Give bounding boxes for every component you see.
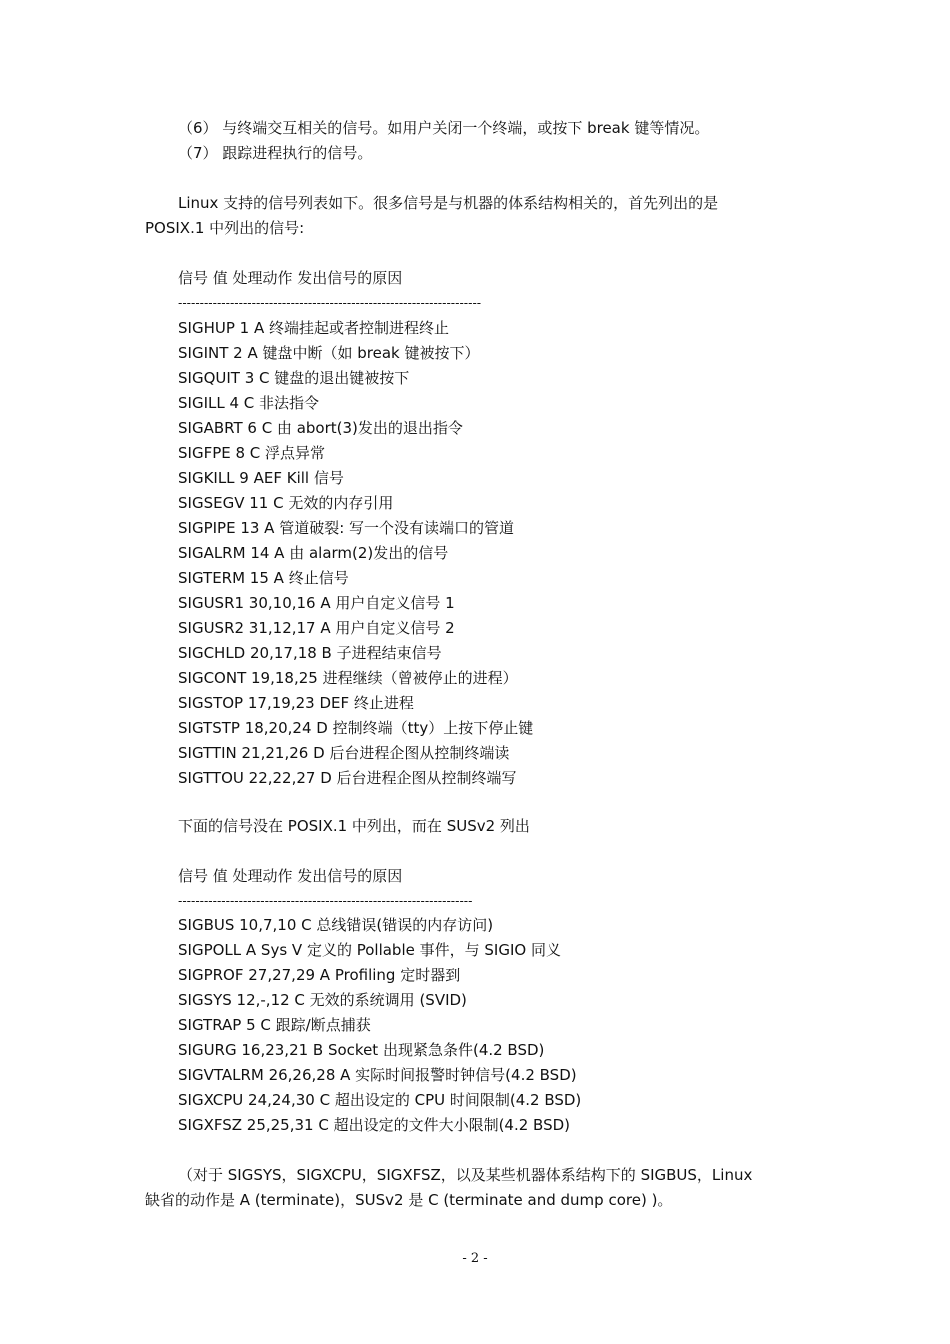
signal-row: SIGURG 16,23,21 B Socket 出现紧急条件(4.2 BSD) [178,1041,545,1059]
table2-header: 信号 值 处理动作 发出信号的原因 [178,867,403,885]
signal-row: SIGHUP 1 A 终端挂起或者控制进程终止 [178,319,449,337]
signal-row: SIGPOLL A Sys V 定义的 Pollable 事件，与 SIGIO 同义 [178,941,561,959]
signal-row: SIGQUIT 3 C 键盘的退出键被按下 [178,369,410,387]
signal-row: SIGXFSZ 25,25,31 C 超出设定的文件大小限制(4.2 BSD) [178,1116,571,1134]
intro-paragraph-line-2: POSIX.1 中列出的信号: [145,219,305,237]
signal-row: SIGTERM 15 A 终止信号 [178,569,349,587]
table1-header: 信号 值 处理动作 发出信号的原因 [178,269,403,287]
signal-row: SIGBUS 10,7,10 C 总线错误(错误的内存访问) [178,916,494,934]
intro-item-7: （7） 跟踪进程执行的信号。 [178,144,373,162]
signal-row: SIGVTALRM 26,26,28 A 实际时间报警时钟信号(4.2 BSD) [178,1066,577,1084]
signal-row: SIGILL 4 C 非法指令 [178,394,320,412]
signal-row: SIGUSR2 31,12,17 A 用户自定义信号 2 [178,619,455,637]
closing-line-1: （对于 SIGSYS，SIGXCPU，SIGXFSZ，以及某些机器体系结构下的 SIGBUS，Linux [178,1166,753,1184]
signal-row: SIGUSR1 30,10,16 A 用户自定义信号 1 [178,594,455,612]
signal-row: SIGKILL 9 AEF Kill 信号 [178,469,344,487]
signal-row: SIGINT 2 A 键盘中断（如 break 键被按下） [178,344,480,362]
signal-row: SIGTRAP 5 C 跟踪/断点捕获 [178,1016,371,1034]
intro-item-6: （6） 与终端交互相关的信号。如用户关闭一个终端，或按下 break 键等情况。 [178,119,710,137]
closing-line-2: 缺省的动作是 A (terminate)，SUSv2 是 C (terminate and dump core) )。 [145,1191,673,1209]
signal-row: SIGXCPU 24,24,30 C 超出设定的 CPU 时间限制(4.2 BSD) [178,1091,582,1109]
signal-row: SIGABRT 6 C 由 abort(3)发出的退出指令 [178,419,463,437]
signal-row: SIGTTOU 22,22,27 D 后台进程企图从控制终端写 [178,769,517,787]
signal-row: SIGFPE 8 C 浮点异常 [178,444,326,462]
signal-row: SIGPIPE 13 A 管道破裂: 写一个没有读端口的管道 [178,519,515,537]
table2-divider: -------------------------------------------------------------------- [178,894,473,908]
signal-row: SIGALRM 14 A 由 alarm(2)发出的信号 [178,544,449,562]
signal-row: SIGSEGV 11 C 无效的内存引用 [178,494,394,512]
signal-row: SIGSYS 12,-,12 C 无效的系统调用 (SVID) [178,991,467,1009]
signal-row: SIGCONT 19,18,25 进程继续（曾被停止的进程） [178,669,518,687]
signal-row: SIGTSTP 18,20,24 D 控制终端（tty）上按下停止键 [178,719,534,737]
intro-paragraph-line-1: Linux 支持的信号列表如下。很多信号是与机器的体系结构相关的，首先列出的是 [178,194,719,212]
signal-row: SIGTTIN 21,21,26 D 后台进程企图从控制终端读 [178,744,510,762]
page-number: - 2 - [462,1251,488,1266]
signal-row: SIGCHLD 20,17,18 B 子进程结束信号 [178,644,442,662]
table1-divider: ---------------------------------------------------------------------- [178,296,482,310]
signal-row: SIGSTOP 17,19,23 DEF 终止进程 [178,694,414,712]
middle-note: 下面的信号没在 POSIX.1 中列出，而在 SUSv2 列出 [178,817,530,835]
signal-row: SIGPROF 27,27,29 A Profiling 定时器到 [178,966,461,984]
